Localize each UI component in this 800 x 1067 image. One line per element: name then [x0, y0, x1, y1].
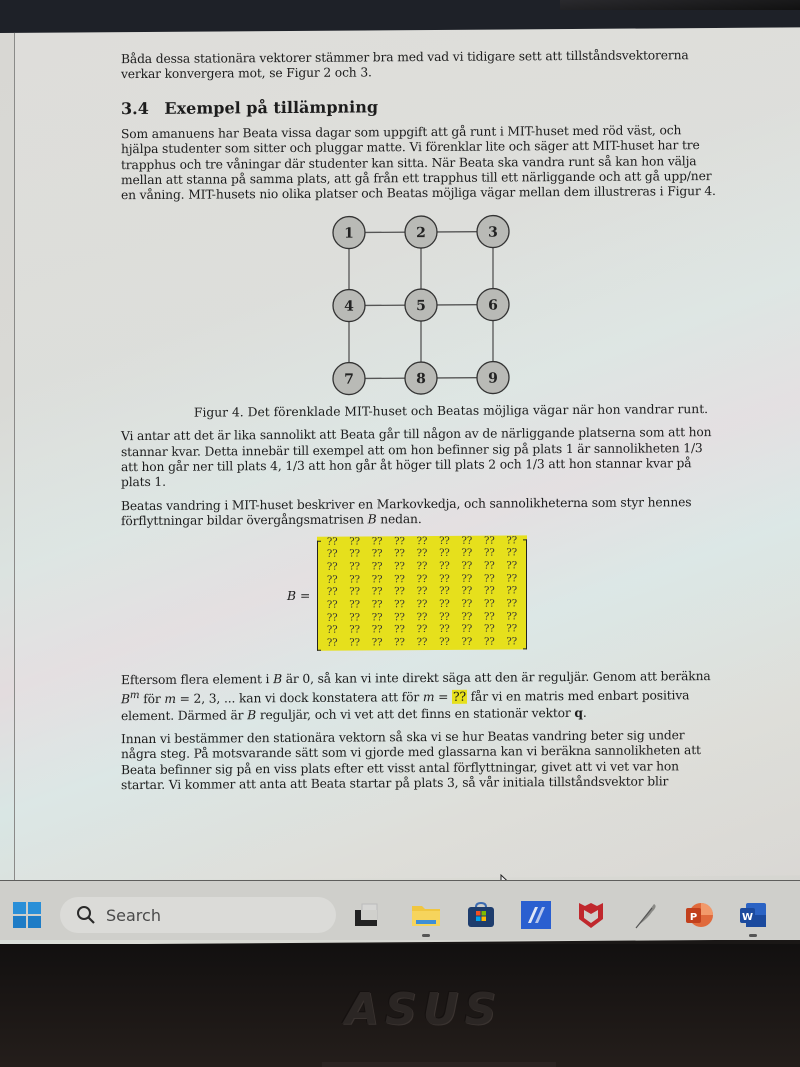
matrix-cell-9-1: ??: [326, 637, 338, 649]
matrix-cell-8-6: ??: [439, 624, 450, 636]
matrix-cell-4-9: ??: [506, 573, 518, 585]
svg-text:3: 3: [488, 224, 498, 241]
monitor-stand-strip: [322, 1062, 556, 1067]
matrix-cell-5-9: ??: [506, 585, 518, 597]
matrix-cell-6-5: ??: [416, 599, 428, 611]
transition-matrix-block: [121, 534, 721, 663]
matrix-cell-9-5: ??: [416, 637, 428, 649]
matrix-cell-3-7: ??: [461, 560, 473, 572]
figure-4: [121, 208, 721, 402]
matrix-cell-2-7: ??: [461, 548, 473, 560]
matrix-cell-1-5: ??: [416, 535, 428, 547]
matrix-cell-6-2: ??: [349, 599, 361, 611]
matrix-cell-8-1: ??: [326, 624, 338, 637]
matrix-cell-3-5: ??: [416, 561, 428, 573]
asus-logo: ASUS: [345, 984, 503, 1035]
word-icon: [738, 901, 768, 929]
matrix-cell-7-9: ??: [506, 611, 518, 623]
matrix-cell-2-3: ??: [371, 548, 383, 560]
matrix-cell-4-6: ??: [439, 573, 450, 585]
powerpoint-button[interactable]: [684, 901, 714, 929]
search-icon: [76, 905, 96, 925]
matrix-cell-1-2: ??: [349, 536, 361, 548]
matrix-label: B =: [287, 588, 311, 603]
matrix-cell-5-5: ??: [416, 586, 428, 598]
word-document-page: [14, 27, 800, 880]
myasus-button[interactable]: [520, 901, 552, 929]
powerpoint-icon: [684, 900, 714, 930]
matrix-cell-1-1: ??: [326, 536, 338, 548]
matrix-cell-7-7: ??: [461, 611, 473, 623]
mit-house-graph: [321, 209, 521, 400]
matrix-cell-6-6: ??: [439, 598, 450, 610]
taskbar-search-box[interactable]: [60, 897, 336, 933]
matrix-cell-7-3: ??: [371, 612, 383, 624]
section-heading: [121, 95, 721, 119]
svg-text:7: 7: [344, 371, 354, 388]
graph-node-7: [333, 362, 365, 394]
matrix-cell-3-6: ??: [439, 560, 450, 572]
paragraph-4: Eftersom flera element i B är 0, så kan vi inte direkt säga att den är reguljär. Genom att beräkna $B^m$ för m = 2, 3, ... kan vi dock konstatera att för m = ?? får vi en matris med enbart positiva element. Därmed är B reguljär, och vi vet att det finns en stationär vektor q.: [121, 668, 711, 723]
mcafee-button[interactable]: [576, 901, 606, 929]
matrix-cell-8-3: ??: [371, 624, 383, 636]
matrix-cell-4-5: ??: [416, 573, 428, 585]
matrix-cell-4-4: ??: [394, 573, 405, 585]
matrix-cell-4-2: ??: [349, 574, 361, 586]
matrix-cell-6-3: ??: [371, 599, 383, 611]
matrix-cell-4-3: ??: [371, 574, 383, 586]
word-button[interactable]: [738, 901, 768, 929]
matrix-cell-2-6: ??: [439, 548, 450, 560]
svg-text:2: 2: [416, 224, 426, 241]
graph-node-1: [333, 216, 365, 248]
graph-node-5: [405, 289, 437, 321]
matrix-cell-1-3: ??: [371, 536, 383, 548]
matrix-cell-7-2: ??: [349, 612, 361, 624]
matrix-cell-1-6: ??: [439, 535, 450, 547]
matrix-cell-4-1: ??: [326, 574, 338, 586]
active-indicator: [749, 934, 757, 937]
matrix-cell-5-6: ??: [439, 586, 450, 598]
matrix-cell-7-8: ??: [483, 611, 495, 623]
matrix-cell-6-7: ??: [461, 598, 473, 610]
svg-text:9: 9: [488, 370, 498, 387]
matrix-cell-2-4: ??: [394, 548, 405, 560]
matrix-cell-1-7: ??: [461, 535, 473, 547]
matrix-cell-4-7: ??: [461, 573, 473, 585]
matrix-cell-9-8: ??: [483, 636, 495, 648]
matrix-cell-8-5: ??: [416, 624, 428, 636]
svg-text:8: 8: [416, 370, 426, 387]
matrix-cell-5-8: ??: [483, 585, 495, 597]
svg-text:1: 1: [344, 225, 354, 242]
taskbar: [0, 880, 800, 940]
matrix-cell-3-8: ??: [483, 560, 495, 572]
svg-text:W: W: [741, 912, 754, 923]
matrix-cell-5-1: ??: [326, 586, 338, 599]
monitor-bezel-bottom: [0, 944, 800, 1067]
matrix-cell-3-1: ??: [326, 561, 338, 573]
mcafee-icon: [576, 900, 606, 930]
matrix-cell-7-4: ??: [394, 611, 405, 623]
matrix-cell-6-1: ??: [326, 599, 338, 611]
matrix-cell-9-7: ??: [461, 636, 473, 648]
paragraph-3: Beatas vandring i MIT-huset beskriver en Markovkedja, och sannolikheterna som styr hennes förflyttningar bildar övergångsmatrisen B nedan.: [121, 495, 692, 529]
svg-text:P: P: [689, 912, 698, 923]
active-indicator: [422, 934, 430, 937]
store-icon: [466, 901, 496, 929]
matrix-cell-9-4: ??: [394, 637, 405, 649]
matrix-cell-2-2: ??: [349, 548, 361, 560]
matrix-cell-6-8: ??: [483, 598, 495, 610]
start-button[interactable]: [12, 901, 42, 929]
search-placeholder: Search: [106, 905, 161, 925]
graph-node-6: [477, 288, 509, 320]
intro-paragraph: Båda dessa stationära vektorer stämmer bra med vad vi tidigare sett att tillståndsvektorerna verkar konvergera mot, se Figur 2 och 3.: [121, 48, 689, 82]
matrix-cell-8-2: ??: [349, 624, 361, 636]
windows-logo-icon: [12, 901, 42, 929]
graph-node-9: [477, 361, 509, 393]
matrix-cell-5-3: ??: [371, 586, 383, 598]
matrix-cell-2-8: ??: [483, 547, 495, 559]
matrix-cell-4-8: ??: [483, 573, 495, 585]
graph-node-4: [333, 289, 365, 321]
paragraph-2: Vi antar att det är lika sannolikt att Beata går till någon av de närliggande platserna som att hon stannar kvar. Detta innebär till exempel att om hon befinner sig på plats 1 är sannolikheten 1/3 att hon går ner till plats 4, 1/3 att hon går åt höger till plats 2 och 1/3 att hon stannar kvar på plats 1.: [121, 425, 712, 490]
matrix-cell-3-9: ??: [506, 560, 518, 572]
matrix-cell-5-4: ??: [394, 586, 405, 598]
matrix-cell-1-9: ??: [506, 535, 518, 547]
matrix-cell-9-2: ??: [349, 637, 361, 649]
matrix-cell-3-3: ??: [371, 561, 383, 573]
file-explorer-button[interactable]: [410, 901, 442, 929]
feather-icon: [632, 900, 660, 930]
matrix-cell-2-1: ??: [326, 548, 338, 561]
transition-matrix: [317, 535, 527, 650]
matrix-cell-8-9: ??: [506, 623, 518, 635]
matrix-cell-7-1: ??: [326, 612, 338, 624]
matrix-cell-9-6: ??: [439, 636, 450, 648]
matrix-cell-6-4: ??: [394, 599, 405, 611]
matrix-cell-5-7: ??: [461, 586, 473, 598]
section-number: 3.4: [121, 98, 149, 118]
document-body: [121, 48, 721, 802]
matrix-cell-2-5: ??: [416, 548, 428, 560]
svg-text:5: 5: [416, 297, 426, 314]
task-view-button[interactable]: [352, 901, 380, 929]
matrix-cell-1-4: ??: [394, 535, 405, 547]
svg-text:6: 6: [488, 297, 498, 314]
graph-node-8: [405, 362, 437, 394]
highlighted-unknown: ??: [453, 689, 466, 705]
matrix-cell-3-4: ??: [394, 561, 405, 573]
matrix-cell-7-5: ??: [416, 611, 428, 623]
matrix-cell-3-2: ??: [349, 561, 361, 573]
graph-node-3: [477, 215, 509, 247]
matrix-cell-8-7: ??: [461, 624, 473, 636]
quill-app-button[interactable]: [632, 901, 660, 929]
var-b: B: [367, 512, 377, 527]
matrix-cell-7-6: ??: [439, 611, 450, 623]
matrix-cell-2-9: ??: [506, 547, 518, 559]
paragraph-1: Som amanuens har Beata vissa dagar som uppgift att gå runt i MIT-huset med röd väst, och hjälpa studenter som sitter och pluggar matte. Vi förenklar lite och säger att MIT-huset har tre trapphus och tre våningar där studenter kan sitta. När Beata ska vandra runt så kan hon välja mellan att stanna på samma plats, att gå från ett trapphus till ett närliggande och att gå upp/ner en våning. MIT-husets nio olika platser och Beatas möjliga vägar mellan dem illustreras i Figur 4.: [121, 123, 716, 203]
task-view-icon: [353, 902, 379, 928]
myasus-icon: [520, 900, 552, 930]
matrix-cell-9-3: ??: [371, 637, 383, 649]
graph-node-2: [405, 216, 437, 248]
matrix-cell-6-9: ??: [506, 598, 518, 610]
matrix-cell-8-4: ??: [394, 624, 405, 636]
matrix-cell-8-8: ??: [483, 623, 495, 635]
matrix-cell-1-8: ??: [483, 535, 495, 547]
screen: [0, 27, 800, 945]
paragraph-5: Innan vi bestämmer den stationära vektorn så ska vi se hur Beatas vandring beter sig under några steg. På motsvarande sätt som vi gjorde med glassarna kan vi beräkna sannolikheten att Beata befinner sig på en viss plats efter ett visst antal förflyttningar, givet att vi vet var hon startar. Vi kommer att anta att Beata startar på plats 3, så vår initiala tillståndsvektor blir: [121, 728, 701, 793]
microsoft-store-button[interactable]: [466, 901, 496, 929]
svg-text:4: 4: [344, 298, 354, 315]
matrix-cell-9-9: ??: [506, 636, 518, 648]
folder-icon: [410, 902, 442, 928]
figure-caption: Figur 4. Det förenklade MIT-huset och Beatas möjliga vägar när hon vandrar runt.: [193, 401, 709, 420]
section-title: Exempel på tillämpning: [164, 97, 379, 118]
matrix-cell-5-2: ??: [349, 586, 361, 598]
